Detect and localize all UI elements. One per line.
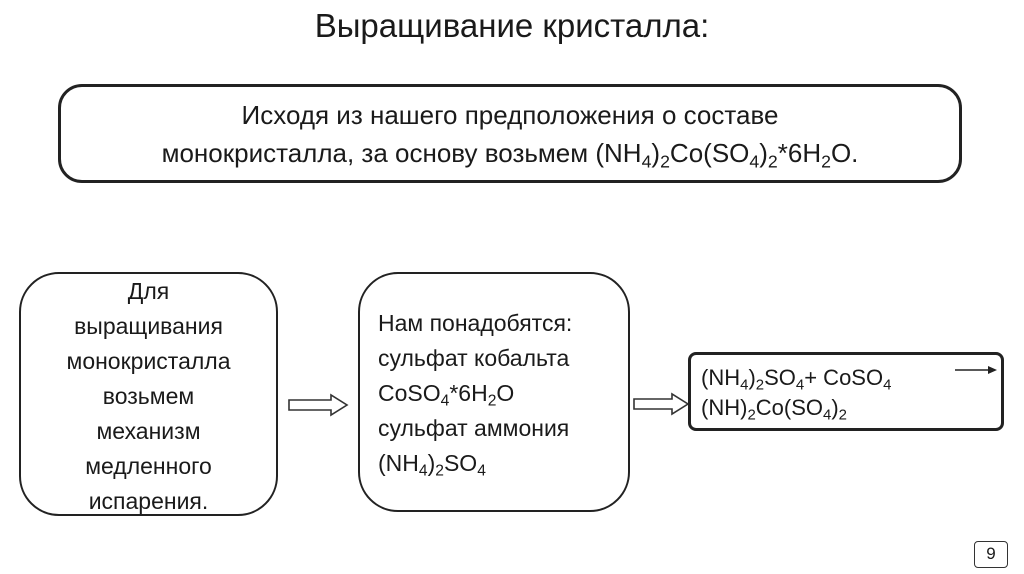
ammonium-sulfate-formula: $(NH_4)_2SO_4$	[378, 450, 486, 480]
arrow-right-icon	[954, 363, 998, 377]
hypothesis-line-2: монокристалла, за основу возьмем $(NH_4)_2Co(SO_4)_2*6H_2O$.	[161, 138, 859, 172]
reaction-product: $(NH)_2Co(SO_4)_2$	[701, 395, 847, 424]
materials-box	[358, 272, 630, 512]
cobalt-sulfate-name: сульфат кобальта	[378, 345, 570, 371]
hypothesis-box	[58, 84, 962, 183]
block-arrow-right-icon	[632, 392, 690, 416]
method-line: механизм	[96, 418, 201, 444]
method-line: медленного	[85, 453, 212, 479]
page-number: 9	[974, 541, 1008, 568]
method-line: испарения.	[88, 488, 209, 514]
block-arrow-right-icon	[287, 393, 349, 417]
slide-title: Выращивание кристалла:	[314, 7, 710, 44]
method-line: Для	[127, 278, 170, 304]
method-line: возьмем	[102, 383, 195, 409]
method-line: выращивания	[74, 313, 223, 339]
method-box	[19, 272, 278, 516]
method-line: монокристалла	[66, 348, 231, 374]
ammonium-sulfate-name: сульфат аммония	[378, 415, 570, 441]
reaction-reactants: $(NH_4)_2SO_4+$ CoSO$_4$	[701, 365, 892, 394]
hypothesis-line-1: Исходя из нашего предположения о составе	[241, 100, 779, 130]
materials-heading: Нам понадобятся:	[378, 310, 573, 336]
cobalt-sulfate-formula: $CoSO_4*6H_2O$	[378, 380, 515, 410]
